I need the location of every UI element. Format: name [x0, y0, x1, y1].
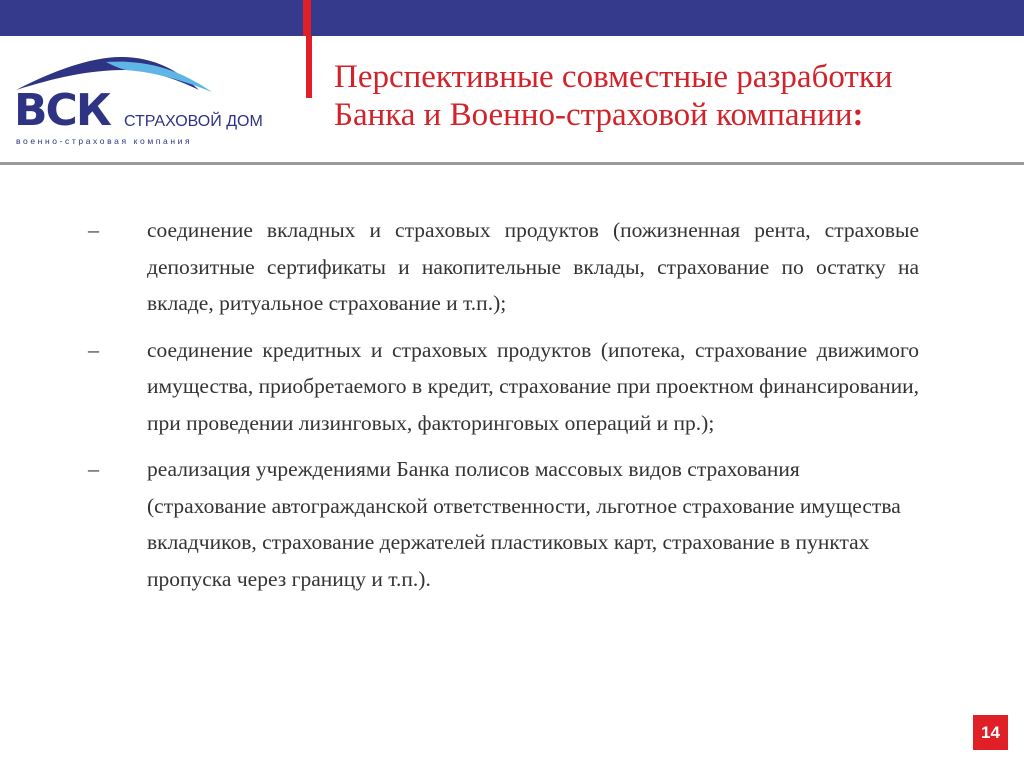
- logo-abbr: ВСК: [14, 85, 110, 136]
- list-item: [0, 451, 1024, 597]
- red-vertical-line: [306, 36, 312, 98]
- slide-title: [334, 58, 994, 134]
- bullet-dash: –: [88, 336, 99, 362]
- slide-title-line-1: Перспективные совместные разработки: [334, 59, 893, 95]
- list-item-text: реализация учреждениями Банка полисов массовых видов страхования (страхование автогражданской ответственности, льготное страхование имущества вкладчиков, страхование держателей пластиковых карт, страхование в пунктах пропуска через границу и т.п.).: [147, 457, 901, 591]
- list-item: [0, 212, 1024, 322]
- bullet-list: [0, 212, 1024, 607]
- logo-name: СТРАХОВОЙ ДОМ: [124, 113, 263, 130]
- slide-title-colon: :: [852, 97, 864, 133]
- list-item-text: соединение кредитных и страховых продуктов (ипотека, страхование движимого имущества, приобретаемого в кредит, страхование при проектном финансировании, при проведении лизинговых, факторинговых операций и пр.);: [147, 337, 919, 435]
- top-bar: [0, 0, 1024, 36]
- slide-title-line-2-text: Банка и Военно-страховой компании: [334, 97, 853, 133]
- page-number-badge: 14: [973, 715, 1008, 750]
- bullet-dash: –: [88, 456, 99, 481]
- vsk-logo: [14, 52, 294, 152]
- logo-subtitle: военно-страховая компания: [16, 136, 193, 146]
- slide-title-line-2: [334, 96, 994, 134]
- list-item: [0, 332, 1024, 442]
- red-accent-bar: [303, 0, 311, 36]
- bullet-dash: –: [88, 217, 99, 242]
- header-divider: [0, 162, 1024, 165]
- list-item-text: соединение вкладных и страховых продуктов (пожизненная рента, страховые депозитные сертификаты и накопительные вклады, страхование по остатку на вкладе, ритуальное страхование и т.п.);: [147, 218, 919, 315]
